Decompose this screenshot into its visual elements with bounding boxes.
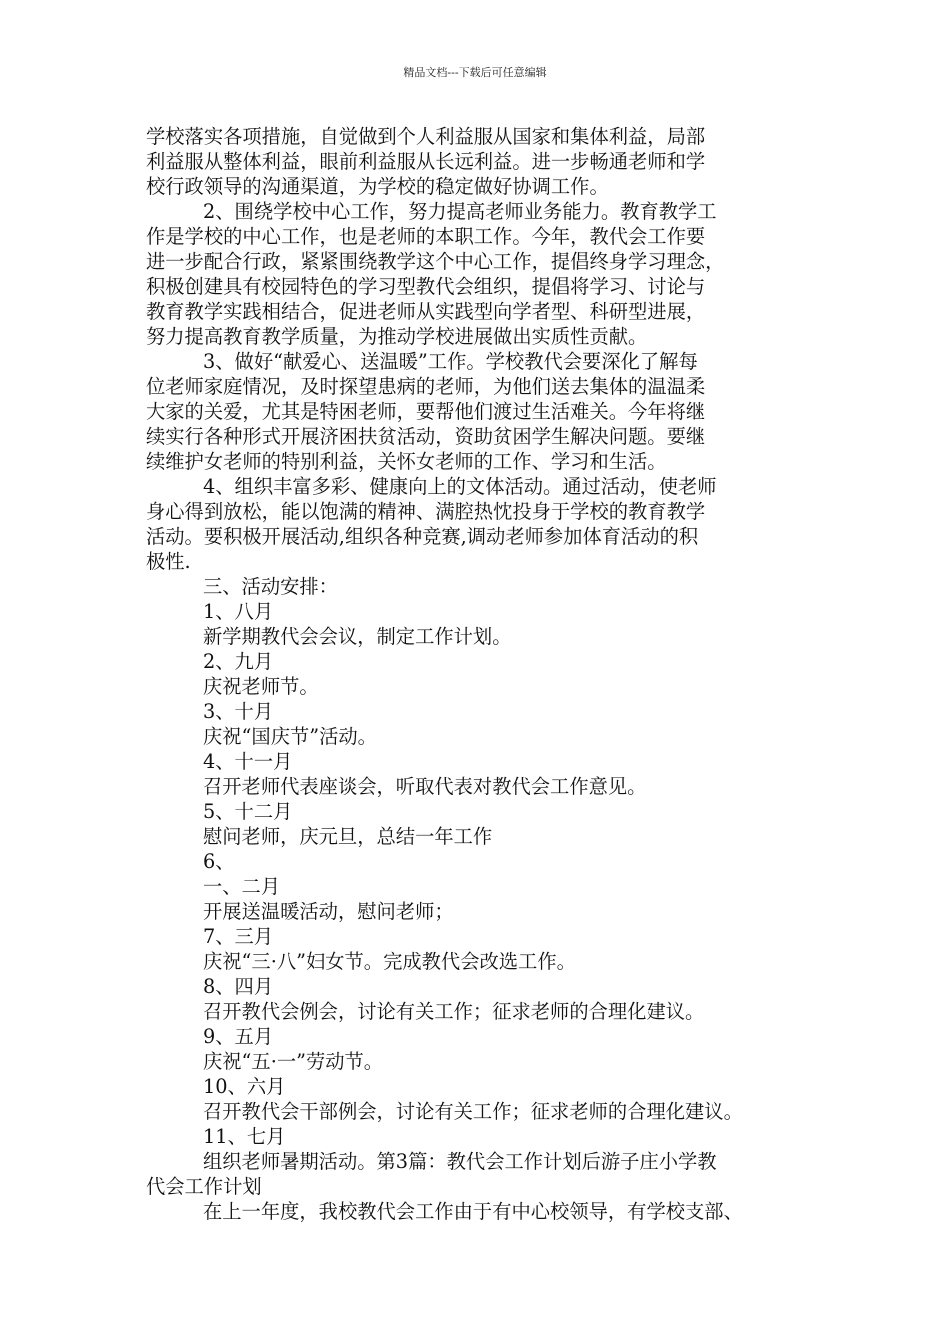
text-line: 慰问老师，庆元旦，总结一年工作 [203,825,493,848]
text-line: 利益服从整体利益，眼前利益服从长远利益。进一步畅通老师和学 [146,150,706,173]
text-line: 8、四月 [203,975,274,998]
text-line: 7、三月 [203,925,274,948]
text-line: 校行政领导的沟通渠道，为学校的稳定做好协调工作。 [146,175,609,198]
text-line: 10、六月 [203,1075,286,1098]
document-body [146,124,826,1224]
text-line: 召开老师代表座谈会，听取代表对教代会工作意见。 [203,775,647,798]
text-line: 位老师家庭情况，及时探望患病的老师，为他们送去集体的温温柔 [146,375,706,398]
text-line: 9、五月 [203,1025,274,1048]
text-line: 开展送温暖活动，慰问老师； [203,900,454,923]
text-line: 庆祝“三·八”妇女节。完成教代会改选工作。 [203,950,576,973]
text-line: 3、十月 [203,700,274,723]
text-line: 身心得到放松，能以饱满的精神、满腔热忱投身于学校的教育教学 [146,500,706,523]
text-line: 大家的关爱，尤其是特困老师，要帮他们渡过生活难关。今年将继 [146,400,706,423]
text-line: 作是学校的中心工作，也是老师的本职工作。今年，教代会工作要 [146,225,706,248]
text-line: 三、活动安排： [203,575,338,598]
text-line: 新学期教代会会议，制定工作计划。 [203,625,512,648]
text-line: 学校落实各项措施，自觉做到个人利益服从国家和集体利益，局部 [146,125,706,148]
text-line: 积极创建具有校园特色的学习型教代会组织，提倡将学习、讨论与 [146,275,706,298]
text-line: 进一步配合行政，紧紧围绕教学这个中心工作，提倡终身学习理念， [146,250,725,273]
text-line: 5、十二月 [203,800,293,823]
page-header: 精品文档---下载后可任意编辑 [403,66,547,79]
text-line: 续实行各种形式开展济困扶贫活动，资助贫困学生解决问题。要继 [146,425,706,448]
text-line: 2、围绕学校中心工作，努力提高老师业务能力。教育教学工 [203,200,717,223]
text-line: 组织老师暑期活动。第3篇：教代会工作计划后游子庄小学教 [203,1150,717,1173]
text-line: 6、 [203,850,235,873]
text-line: 教育教学实践相结合，促进老师从实践型向学者型、科研型进展， [146,300,706,323]
text-line: 4、十一月 [203,750,293,773]
text-line: 召开教代会干部例会，讨论有关工作；征求老师的合理化建议。 [203,1100,743,1123]
text-line: 2、九月 [203,650,274,673]
text-line: 努力提高教育教学质量，为推动学校进展做出实质性贡献。 [146,325,648,348]
text-line: 续维护女老师的特别利益，关怀女老师的工作、学习和生活。 [146,450,667,473]
text-line: 庆祝老师节。 [203,675,319,698]
text-line: 召开教代会例会，讨论有关工作；征求老师的合理化建议。 [203,1000,705,1023]
text-line: 极性. [146,550,191,573]
text-line: 3、做好“献爱心、送温暖”工作。学校教代会要深化了解每 [203,350,698,373]
text-line: 庆祝“国庆节”活动。 [203,725,377,748]
text-line: 1、八月 [203,600,274,623]
text-line: 庆祝“五·一”劳动节。 [203,1050,384,1073]
text-line: 4、组织丰富多彩、健康向上的文体活动。通过活动，使老师 [203,475,717,498]
text-line: 代会工作计划 [146,1175,262,1198]
text-line: 活动。要积极开展活动,组织各种竞赛,调动老师参加体育活动的积 [146,525,699,548]
text-line: 在上一年度，我校教代会工作由于有中心校领导，有学校支部、 [203,1200,743,1223]
text-line: 11、七月 [203,1125,286,1148]
text-line: 一、二月 [203,875,281,898]
